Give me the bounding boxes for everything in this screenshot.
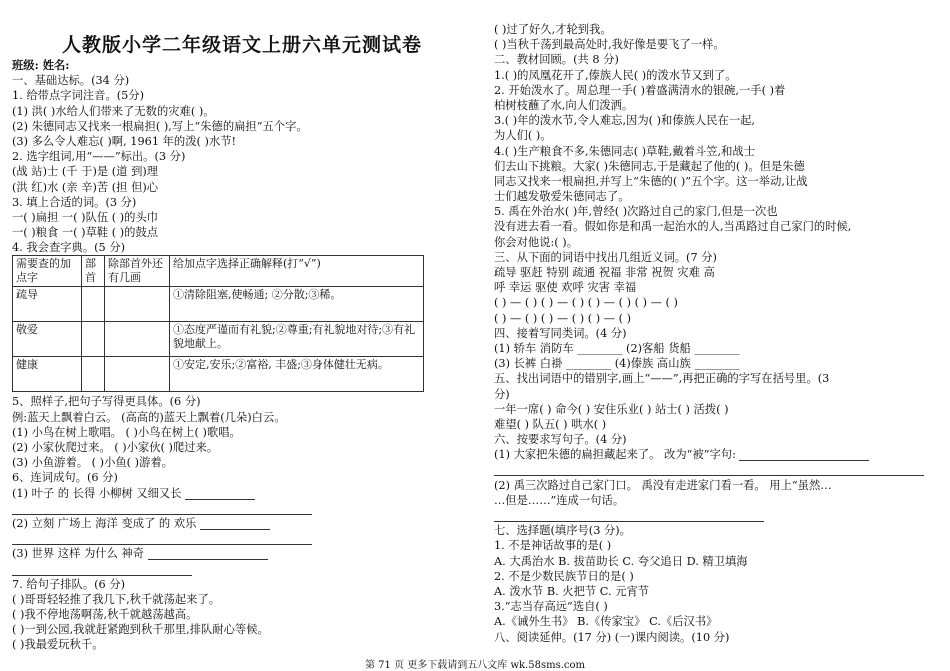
text-line: 柏树枝蘸了水,向人们泼洒。 [494, 98, 634, 112]
answer-line[interactable] [494, 462, 934, 477]
word-list: (3) 世界 这样 为什么 神奇 [12, 547, 145, 561]
text-line: …但是……”连成一句话。 [494, 493, 625, 507]
text-line: 你会对他说:( )。 [494, 235, 578, 249]
answer-line[interactable] [12, 501, 472, 516]
text-line: 士们越发敬爱朱德同志了。 [494, 190, 630, 204]
instruction-text: (1) 大家把朱德的扁担藏起来了。 改为“被”字句: [494, 448, 736, 462]
table-header-cell: 给加点字选择正确解释(打“√”) [170, 256, 424, 287]
text-line: 7. 给句子排队。(6 分) [12, 577, 126, 591]
text-line: 2. 开始泼水了。周总理一手( )着盛满清水的银碗,一手( )着 [494, 83, 786, 97]
text-line [12, 486, 472, 501]
table-cell-strokes[interactable] [105, 322, 170, 357]
text-line: 1.( )的凤凰花开了,傣族人民( )的泼水节又到了。 [494, 68, 737, 82]
text-line: 3. 填上合适的词。(3 分) [12, 195, 137, 209]
text-line: 2. 不是少数民族节日的是( ) [494, 569, 634, 583]
answer-blank[interactable] [494, 510, 764, 522]
text-line: 们去山下挑粮。大家( )朱德同志,于是藏起了他的( )。但是朱德 [494, 159, 805, 173]
text-line: ( )我最爱玩秋千。 [12, 638, 104, 652]
table-cell-meaning: ①清除阻塞,使畅通; ②分散;③稀。 [170, 287, 424, 322]
answer-line[interactable] [494, 508, 934, 523]
text-line: 六、按要求写句子。(4 分) [494, 433, 627, 447]
table-header-cell: 部首 [82, 256, 105, 287]
table-cell-radical[interactable] [82, 322, 105, 357]
text-line: 一、基础达标。(34 分) [12, 74, 130, 88]
text-line: 四、接着写同类词。(4 分) [494, 326, 627, 340]
text-line: ( ) — ( ) ( ) — ( ) ( ) — ( ) ( ) — ( ) [494, 296, 678, 310]
text-line: (1) 小鸟在树上歌唱。 ( )小鸟在树上( )歌唱。 [12, 425, 241, 439]
text-line: 五、找出词语中的错别字,画上“——”,再把正确的字写在括号里。(3 [494, 372, 830, 386]
left-column [12, 0, 472, 653]
text-line: ( ) — ( ) ( ) — ( ) ( ) — ( ) [494, 311, 632, 325]
right-column [494, 22, 934, 645]
answer-blank[interactable] [12, 564, 192, 576]
text-line: 同志又找来一根扁担,并写上“朱德的( )”五个字。这一举动,让战 [494, 174, 808, 188]
table-cell-word: 敬爱 [13, 322, 82, 357]
table-cell-radical[interactable] [82, 357, 105, 392]
text-line [12, 546, 472, 561]
text-line: ( )当秋千荡到最高处时,我好像是要飞了一样。 [494, 38, 725, 52]
text-line: (2) 小家伙爬过来。 ( )小家伙( )爬过来。 [12, 441, 219, 454]
table-header-row [13, 256, 424, 287]
section-sentences [12, 394, 472, 652]
text-line: 6、连词成句。(6 分) [12, 471, 118, 485]
text-line: ( )一到公园,我就赶紧跑到秋千那里,排队耐心等候。 [12, 623, 269, 637]
text-line: 二、教材回顾。(共 8 分) [494, 53, 619, 67]
answer-blank[interactable] [739, 449, 869, 461]
text-line: 3.( )年的泼水节,令人难忘,因为( )和傣族人民在一起, [494, 114, 756, 128]
text-line: (2) 朱德同志又找来一根扁担( ),写上“朱德的扁担”五个字。 [12, 119, 308, 133]
text-line: 3.“志当存高远”选自( ) [494, 600, 608, 614]
text-line: ( )我不停地荡啊荡,秋千就越荡越高。 [12, 608, 198, 622]
text-line: 一年一席( ) 命今( ) 安住乐业( ) 站士( ) 活拨( ) [494, 402, 729, 416]
text-line: (3) 长裤 白褂 ________ (4)傣族 高山族 ________ [494, 357, 740, 371]
answer-line[interactable] [12, 531, 472, 546]
text-line: 4.( )生产粮食不多,朱德同志( )草鞋,戴着斗笠,和战士 [494, 144, 756, 158]
text-line: (洪 红)水 (亲 辛)苦 (担 但)心 [12, 180, 159, 194]
text-line: 难望( ) 队五( ) 哄水( ) [494, 417, 607, 431]
text-line [12, 516, 472, 531]
text-line: (2) 禹三次路过自己家门口。 禹没有走进家门看一看。 用上“虽然… [494, 478, 832, 492]
table-cell-strokes[interactable] [105, 287, 170, 322]
table-cell-strokes[interactable] [105, 357, 170, 392]
text-line: 分) [494, 387, 510, 401]
text-line: A. 泼水节 B. 火把节 C. 元宵节 [494, 584, 650, 598]
text-line: 三、从下面的词语中找出几组近义词。(7 分) [494, 250, 717, 264]
text-line: (3) 多么令人难忘( )啊, 1961 年的泼( )水节! [12, 134, 237, 148]
text-line: ( )哥哥轻轻推了我几下,秋千就荡起来了。 [12, 592, 221, 606]
word-list: (1) 叶子 的 长得 小柳树 又细又长 [12, 486, 182, 500]
answer-blank[interactable] [148, 548, 268, 560]
text-line: 疏导 驱赶 特别 疏通 祝福 非常 祝贺 灾难 高 [494, 266, 715, 279]
table-cell-meaning: ①态度严谨而有礼貌;②尊重;有礼貌地对待;③有礼貌地献上。 [170, 322, 424, 357]
text-line: ( )过了好久,才轮到我。 [494, 23, 612, 36]
page-title: 人教版小学二年级语文上册六单元测试卷 [61, 34, 422, 56]
table-row [13, 322, 424, 357]
text-line: A. 大禹治水 B. 拔苗助长 C. 夸父追日 D. 精卫填海 [494, 554, 748, 568]
text-line: 呼 幸运 驱使 欢呼 灾害 幸福 [494, 281, 637, 295]
answer-blank[interactable] [494, 464, 924, 476]
text-line: 例:蓝天上飘着白云。 (高高的)蓝天上飘着(几朵)白云。 [12, 410, 286, 424]
table-header-cell: 需要查的加点字 [13, 256, 82, 287]
answer-blank[interactable] [185, 488, 255, 500]
text-line: 八、阅读延伸。(17 分) (一)课内阅读。(10 分) [494, 630, 730, 644]
page-footer: 第 71 页 更多下载请到五八文库 wk.58sms.com [365, 660, 585, 671]
text-line: A.《诫外生书》 B.《传家宝》 C.《后汉书》 [494, 615, 718, 629]
table-row [13, 357, 424, 392]
text-line: (1) 洪( )水给人们带来了无数的灾难( )。 [12, 104, 215, 118]
table-row [13, 287, 424, 322]
text-line: (战 站)士 (千 于)是 (道 到)理 [12, 165, 159, 179]
text-line: 为人们( )。 [494, 129, 552, 143]
text-line: 一( )粮食 一( )草鞋 ( )的鼓点 [12, 226, 159, 240]
table-cell-meaning: ①安定,安乐;②富裕, 丰盛;③身体健壮无病。 [170, 357, 424, 392]
text-line: 1. 给带点字词注音。(5分) [12, 89, 145, 103]
answer-line[interactable] [12, 562, 472, 577]
text-line: (3) 小鱼游着。 ( )小鱼( )游着。 [12, 456, 173, 470]
text-line: 5、照样子,把句子写得更具体。(6 分) [12, 395, 201, 409]
answer-blank[interactable] [200, 518, 270, 530]
text-line [494, 447, 934, 462]
text-line: 5. 禹在外治水( )年,曾经( )次路过自己的家门,但是一次也 [494, 205, 778, 219]
table-cell-radical[interactable] [82, 287, 105, 322]
table-cell-word: 健康 [13, 357, 82, 392]
section-basics [12, 73, 472, 255]
text-line: 七、选择题(填序号(3 分)。 [494, 524, 631, 538]
text-line: 2. 选字组词,用“——”标出。(3 分) [12, 150, 186, 164]
table-cell-word: 疏导 [13, 287, 82, 322]
text-line: 没有进去看一看。假如你是和禹一起治水的人,当禹路过自己家门的时候, [494, 220, 852, 234]
text-line: 一( )扁担 一( )队伍 ( )的头巾 [12, 210, 159, 224]
text-line: 1. 不是神话故事的是( ) [494, 539, 612, 553]
answer-blank[interactable] [12, 503, 312, 515]
table-header-cell: 除部首外还有几画 [105, 256, 170, 287]
text-line: 4. 我会查字典。(5 分) [12, 241, 126, 255]
text-line: (1) 轿车 消防车 ________ (2)客船 货船 ________ [494, 341, 740, 355]
answer-blank[interactable] [12, 533, 312, 545]
student-info-line: 班级: 姓名: [12, 58, 70, 72]
word-list: (2) 立刻 广场上 海洋 变成了 的 欢乐 [12, 516, 197, 530]
dictionary-table [12, 255, 424, 392]
